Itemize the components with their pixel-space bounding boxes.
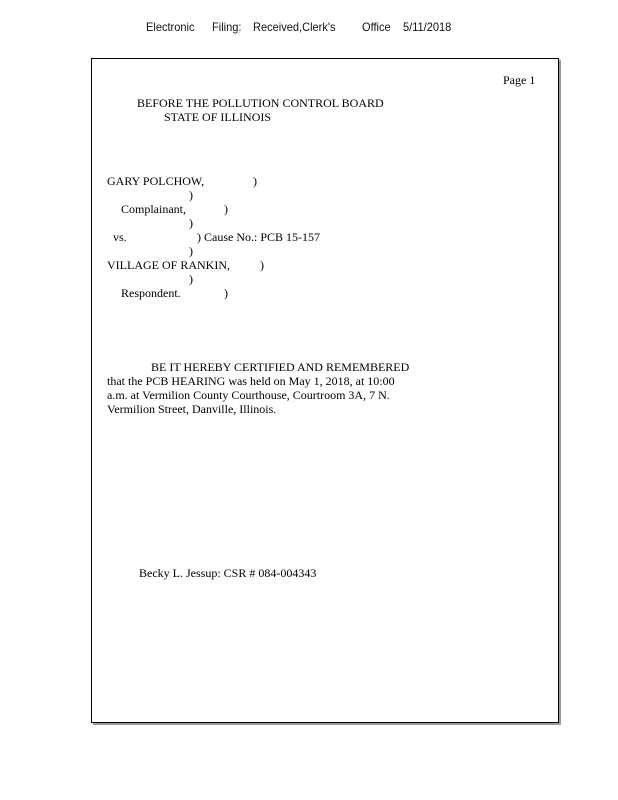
caption-paren: ) bbox=[224, 286, 228, 300]
stamp-word: Received,Clerk's bbox=[253, 20, 336, 34]
respondent-role: Respondent. bbox=[121, 286, 181, 300]
caption-paren: ) bbox=[253, 174, 257, 188]
caption-paren: ) bbox=[189, 272, 193, 286]
page-number: Page 1 bbox=[503, 73, 536, 87]
stamp-word: Office bbox=[362, 20, 391, 34]
filing-stamp bbox=[0, 20, 618, 38]
stamp-date: 5/11/2018 bbox=[403, 20, 452, 34]
complainant-role: Complainant, bbox=[121, 202, 186, 216]
board-title: BEFORE THE POLLUTION CONTROL BOARD bbox=[137, 96, 384, 110]
caption-paren: ) bbox=[224, 202, 228, 216]
caption-paren: ) bbox=[189, 188, 193, 202]
caption-paren: ) bbox=[189, 244, 193, 258]
cause-number: ) Cause No.: PCB 15-157 bbox=[197, 230, 320, 244]
certification-line: that the PCB HEARING was held on May 1, 2018, at 10:00 bbox=[107, 374, 395, 388]
document-page bbox=[91, 58, 559, 723]
complainant-name: GARY POLCHOW, bbox=[107, 174, 205, 188]
reporter-signature-line: Becky L. Jessup: CSR # 084-004343 bbox=[139, 566, 317, 580]
certification-line: Vermilion Street, Danville, Illinois. bbox=[107, 402, 277, 416]
caption-paren: ) bbox=[260, 258, 264, 272]
board-state: STATE OF ILLINOIS bbox=[164, 110, 272, 124]
certification-line: a.m. at Vermilion County Courthouse, Courtroom 3A, 7 N. bbox=[107, 388, 390, 402]
stamp-word: Filing: bbox=[212, 20, 242, 34]
versus: vs. bbox=[113, 230, 127, 244]
respondent-name: VILLAGE OF RANKIN, bbox=[107, 258, 230, 272]
caption-paren: ) bbox=[189, 216, 193, 230]
certification-line: BE IT HEREBY CERTIFIED AND REMEMBERED bbox=[151, 360, 410, 374]
stamp-word: Electronic bbox=[146, 20, 195, 34]
